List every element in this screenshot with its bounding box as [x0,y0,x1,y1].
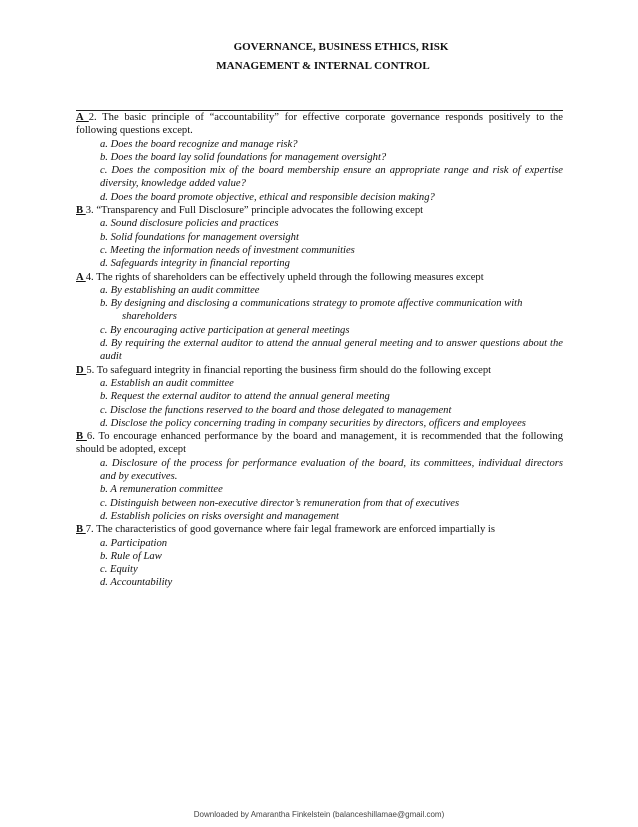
option: d. Disclose the policy concerning trading in company securities by directors, officers and employees [100,417,526,429]
option: a. Participation [100,537,168,549]
question-text: 7. The characteristics of good governance where fair legal framework are enforced impartially is [85,524,495,536]
option: d. Does the board promote objective, ethical and responsible decision making? [100,191,435,203]
option: b. Solid foundations for management oversight [100,231,299,243]
answer-key: D [76,364,87,376]
option: a. Does the board recognize and manage risk? [100,138,298,150]
option: a. Sound disclosure policies and practices [100,218,279,230]
option-continuation: shareholders [122,311,177,323]
question-3 [76,204,563,217]
answer-key: B [76,205,86,217]
option: d. Accountability [100,577,173,589]
option: c. Equity [100,564,138,576]
answer-key: A [76,271,86,283]
option: b. Does the board lay solid foundations for management oversight? [100,151,387,163]
page-title-line-1: GOVERNANCE, BUSINESS ETHICS, RISK [233,41,449,53]
answer-key: B [76,431,87,443]
question-2 [76,111,563,138]
option: a. Disclosure of the process for performance evaluation of the board, its committees, individual directors and by executives. [100,457,563,483]
page-title-line-2: MANAGEMENT & INTERNAL CONTROL [216,60,430,72]
option: b. By designing and disclosing a communications strategy to promote affective communication with [100,298,523,310]
option: c. Distinguish between non-executive director’s remuneration from that of executives [100,497,460,509]
question-4 [76,271,563,284]
download-footer: Downloaded by Amarantha Finkelstein (balanceshillamae@gmail.com) [193,810,445,819]
answer-key: B [76,524,86,536]
question-6 [76,430,563,457]
option: c. Does the composition mix of the board membership ensure an appropriate range and risk of expertise diversity, knowledge added value? [100,165,563,190]
option: a. Establish an audit committee [100,377,234,389]
option: d. Safeguards integrity in financial reporting [100,258,290,270]
option: c. Disclose the functions reserved to the board and those delegated to management [100,404,452,416]
option: b. Request the external auditor to attend the annual general meeting [100,391,390,403]
question-text: 6. To encourage enhanced performance by the board and management, it is recommended that the following should be adopted, except [76,431,563,456]
question-text: 4. The rights of shareholders can be effectively upheld through the following measures except [85,271,484,283]
answer-key: A [76,112,89,123]
option: c. By encouraging active participation at general meetings [100,324,350,336]
question-text: 5. To safeguard integrity in financial reporting the business firm should do the following except [86,364,492,376]
question-text: 3. “Transparency and Full Disclosure” principle advocates the following except [85,205,424,217]
question-text: 2. The basic principle of “accountability” for effective corporate governance responds positively to the following questions except. [76,112,564,137]
question-5 [76,364,563,377]
option: b. A remuneration committee [100,484,223,496]
option: c. Meeting the information needs of investment communities [100,244,355,256]
question-list [76,111,563,590]
question-7 [76,523,563,536]
option: d. By requiring the external auditor to attend the annual general meeting and to answer questions about the audit [100,338,563,363]
option: d. Establish policies on risks oversight and management [100,510,339,522]
option: b. Rule of Law [100,550,162,562]
option: a. By establishing an audit committee [100,284,260,296]
